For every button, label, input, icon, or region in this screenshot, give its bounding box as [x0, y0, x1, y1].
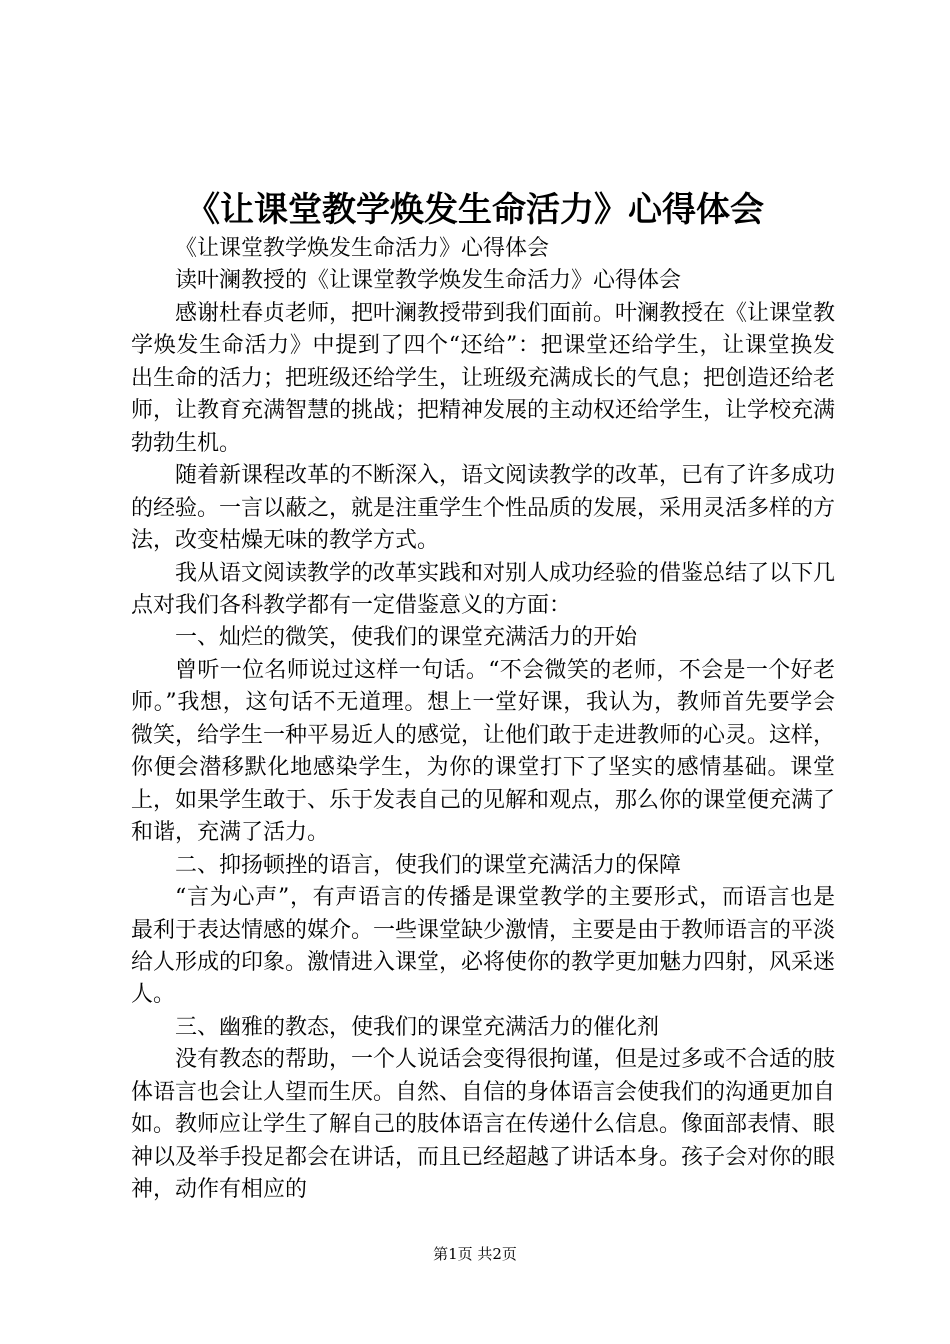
section-heading-3: 三、幽雅的教态，使我们的课堂充满活力的催化剂: [175, 1014, 660, 1040]
paragraph-subtitle: 《让课堂教学焕发生命活力》心得体会: [175, 236, 550, 261]
paragraph: 感谢杜春贞老师，把叶澜教授带到我们面前。叶澜教授在《让课堂教学焕发生命活力》中提到了四个“还给”：把课堂还给学生，让课堂换发出生命的活力；把班级还给学生，让班级充满成长的气息；把创造还给老师，让教育充满智慧的挑战；把精神发展的主动权还给学生，让学校充满勃勃生机。: [131, 300, 836, 456]
paragraph: 曾听一位名师说过这样一句话。“不会微笑的老师，不会是一个好老师。”我想，这句话不无道理。想上一堂好课，我认为，教师首先要学会微笑，给学生一种平易近人的感觉，让他们敢于走进教师的心灵。这样，你便会潜移默化地感染学生，为你的课堂打下了坚实的感情基础。课堂上，如果学生敢于、乐于发表自己的见解和观点，那么你的课堂便充满了和谐，充满了活力。: [131, 657, 836, 846]
section-heading-2: 二、抑扬顿挫的语言，使我们的课堂充满活力的保障: [175, 852, 682, 878]
document-body: [131, 233, 835, 1207]
section-heading-1: 一、灿烂的微笑，使我们的课堂充满活力的开始: [175, 625, 638, 651]
paragraph: 我从语文阅读教学的改革实践和对别人成功经验的借鉴总结了以下几点对我们各科教学都有一定借鉴意义的方面：: [131, 560, 836, 618]
page-footer: 第1页 共2页: [433, 1245, 517, 1263]
document-title: 《让课堂教学焕发生命活力》心得体会: [186, 190, 764, 230]
paragraph: “言为心声”，有声语言的传播是课堂教学的主要形式，而语言也是最利于表达情感的媒介。一些课堂缺少激情，主要是由于教师语言的平淡给人形成的印象。激情进入课堂，必将使你的教学更加魅力四射，风采迷人。: [131, 885, 836, 1008]
paragraph-reading-title: 读叶澜教授的《让课堂教学焕发生命活力》心得体会: [175, 268, 682, 294]
paragraph: 随着新课程改革的不断深入，语文阅读教学的改革，已有了许多成功的经验。一言以蔽之，就是注重学生个性品质的发展，采用灵活多样的方法，改变枯燥无味的教学方式。: [131, 463, 836, 554]
paragraph: 没有教态的帮助，一个人说话会变得很拘谨，但是过多或不合适的肢体语言也会让人望而生厌。自然、自信的身体语言会使我们的沟通更加自如。教师应让学生了解自己的肢体语言在传递什么信息。像面部表情、眼神以及举手投足都会在讲话，而且已经超越了讲话本身。孩子会对你的眼神，动作有相应的: [131, 1047, 836, 1203]
